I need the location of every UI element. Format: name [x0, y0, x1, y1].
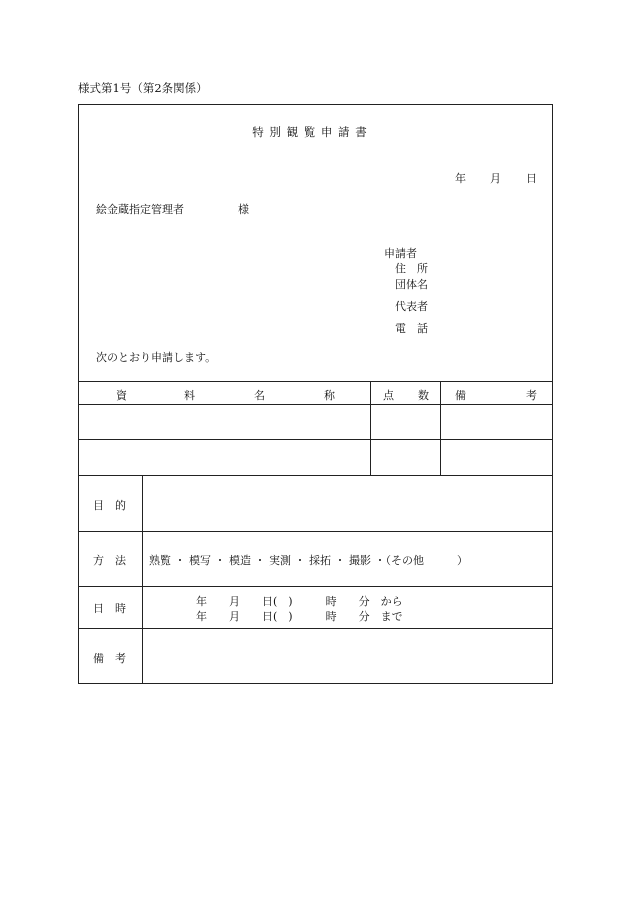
header-name-char-3: 名 — [254, 389, 265, 402]
count-cell-1[interactable] — [371, 405, 439, 438]
header-name-char-4: 称 — [324, 389, 335, 402]
applicant-organization-label: 団体名 — [395, 278, 428, 291]
remarks-field[interactable] — [143, 629, 552, 683]
method-options: 熟覧 ・ 模写 ・ 模造 ・ 実測 ・ 採拓 ・ 撮影 ・（その他 ） — [149, 554, 468, 567]
applicant-heading: 申請者 — [384, 247, 417, 260]
datetime-to: 年 月 日( ) 時 分 まで — [196, 610, 403, 623]
addressee-honorific: 様 — [238, 203, 249, 216]
table-top-line — [78, 381, 553, 382]
datetime-label: 日 時 — [93, 602, 126, 615]
purpose-field[interactable] — [143, 476, 552, 530]
purpose-row-line — [78, 531, 553, 532]
header-remarks-char-2: 考 — [526, 389, 537, 402]
material-name-cell-1[interactable] — [79, 405, 369, 438]
purpose-label: 目 的 — [93, 499, 126, 512]
date-day-label: 日 — [526, 172, 537, 185]
header-name-char-2: 料 — [184, 389, 195, 402]
applicant-phone-label: 電 話 — [395, 322, 428, 335]
date-month-label: 月 — [490, 172, 501, 185]
applicant-address-label: 住 所 — [395, 262, 428, 275]
remarks-cell-1[interactable] — [441, 405, 552, 438]
header-count-char-2: 数 — [418, 389, 429, 402]
count-cell-2[interactable] — [371, 440, 439, 474]
datetime-from: 年 月 日( ) 時 分 から — [196, 595, 403, 608]
method-label: 方 法 — [93, 554, 126, 567]
method-row-line — [78, 586, 553, 587]
remarks-cell-2[interactable] — [441, 440, 552, 474]
header-name-char-1: 資 — [116, 389, 127, 402]
remarks-label: 備 考 — [93, 652, 126, 665]
material-name-cell-2[interactable] — [79, 440, 369, 474]
date-year-label: 年 — [455, 172, 466, 185]
form-title: 特 別 観 覧 申 請 書 — [252, 125, 368, 139]
form-number: 様式第1号（第2条関係） — [78, 81, 208, 95]
header-remarks-char-1: 備 — [455, 389, 466, 402]
header-count-char-1: 点 — [383, 389, 394, 402]
applicant-representative-label: 代表者 — [395, 300, 428, 313]
statement-text: 次のとおり申請します。 — [96, 351, 217, 364]
addressee-name: 絵金蔵指定管理者 — [96, 203, 184, 216]
